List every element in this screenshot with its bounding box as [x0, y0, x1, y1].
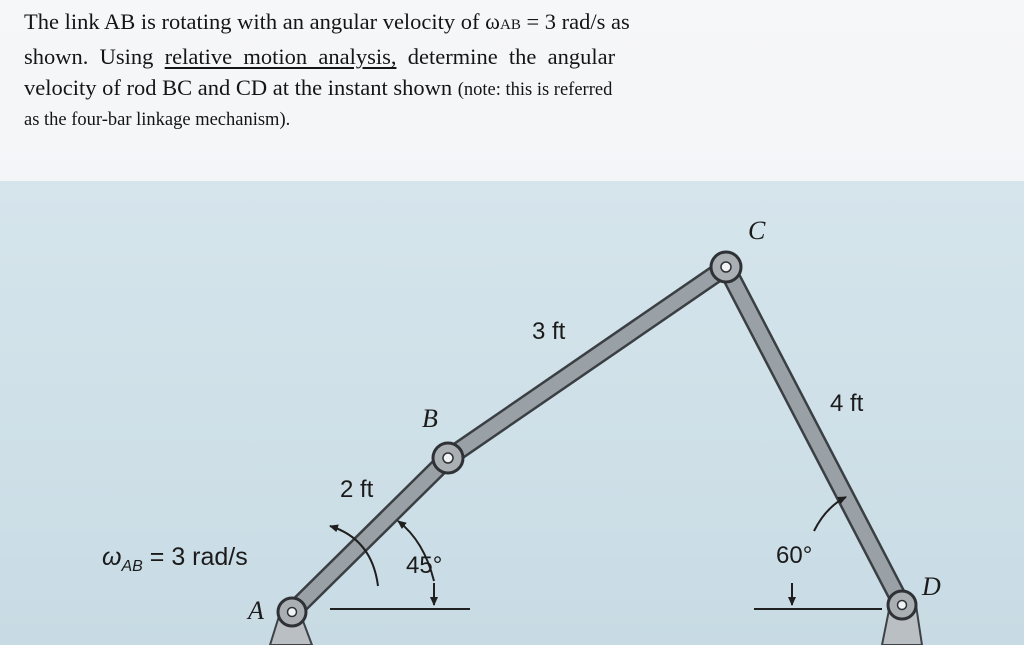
problem-line-4: as the four-bar linkage mechanism). — [24, 110, 291, 130]
problem-line-1-text-a: The link AB is rotating with an angular velocity of — [24, 9, 486, 34]
pin-b — [433, 443, 463, 473]
length-ab-label: 2 ft — [340, 476, 374, 503]
angle-60-label: 60° — [776, 542, 813, 569]
label-a: A — [248, 596, 264, 625]
length-bc-label: 3 ft — [532, 318, 566, 345]
problem-line-1 — [24, 6, 736, 41]
omega-ab-value: = 3 rad/s — [142, 543, 248, 571]
length-cd-label: 4 ft — [830, 390, 864, 417]
label-b: B — [422, 404, 438, 433]
angle-45-label: 45° — [406, 552, 443, 579]
four-bar-linkage-figure — [0, 181, 1024, 645]
problem-line-3-text-a: velocity of rod BC and CD at the instant shown — [24, 75, 458, 100]
problem-line-3 — [24, 72, 736, 106]
problem-line-2-text-b: determine the angular — [396, 44, 616, 69]
label-d: D — [922, 572, 941, 601]
pin-c — [711, 252, 741, 282]
problem-line-3-note: (note: this is referred — [457, 80, 613, 100]
pin-a — [278, 598, 306, 626]
problem-line-1-text-b: = 3 rad/s as — [520, 9, 630, 34]
underlined-method: relative motion analysis, — [164, 44, 397, 69]
omega-ab-symbol: ω — [102, 543, 122, 571]
omega-subscript: AB — [499, 17, 521, 33]
pin-d — [888, 591, 916, 619]
problem-line-2-text-a: shown. Using — [24, 44, 165, 69]
label-c: C — [748, 216, 766, 245]
omega-symbol: ω — [485, 9, 500, 34]
problem-statement — [24, 6, 736, 134]
omega-ab-subscript: AB — [121, 558, 143, 575]
problem-line-2 — [24, 41, 736, 72]
linkage-diagram — [0, 181, 1024, 645]
